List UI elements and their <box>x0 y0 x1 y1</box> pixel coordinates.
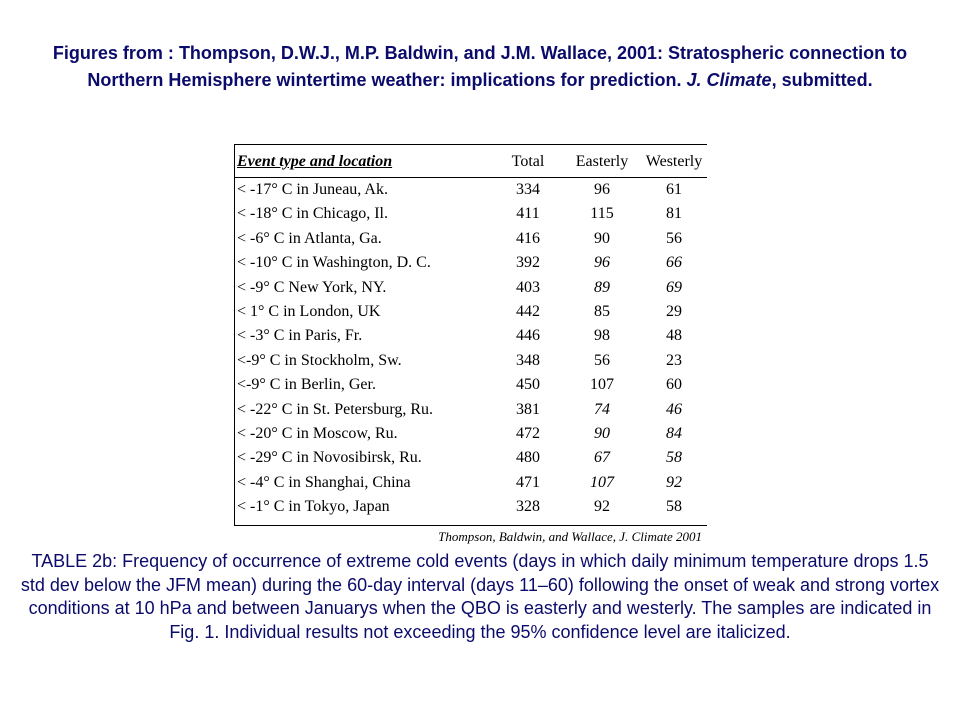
cell-westerly: 58 <box>666 498 682 516</box>
cell-total: 411 <box>516 205 540 223</box>
table-row <box>235 300 707 324</box>
cell-total: 416 <box>516 229 540 247</box>
cell-location: < -9° C New York, NY. <box>237 278 387 296</box>
cell-easterly: 115 <box>590 205 614 223</box>
cell-easterly: 89 <box>594 278 610 296</box>
table-row <box>235 495 707 519</box>
citation-header <box>20 40 940 94</box>
cell-easterly: 96 <box>594 254 610 272</box>
citation-authors-title: Thompson, D.W.J., M.P. Baldwin, and J.M. Wallace, 2001: Stratospheric connection to Northern Hemisphere wintertime weather: implications for prediction. <box>87 43 908 90</box>
table-row <box>235 422 707 446</box>
citation-prefix: Figures from : <box>52 43 179 63</box>
column-header-easterly: Easterly <box>575 153 629 170</box>
cell-location: < -20° C in Moscow, Ru. <box>237 424 398 442</box>
cell-westerly: 58 <box>666 449 682 467</box>
cell-location: < -29° C in Novosibirsk, Ru. <box>237 449 422 467</box>
table-row <box>235 398 707 422</box>
cell-location: < -22° C in St. Petersburg, Ru. <box>237 400 434 418</box>
cell-total: 348 <box>516 351 540 369</box>
cell-easterly: 74 <box>594 400 610 418</box>
table-row <box>235 251 707 275</box>
cell-total: 334 <box>516 181 540 198</box>
cell-easterly: 90 <box>594 424 610 442</box>
table-body <box>235 178 707 519</box>
cell-westerly: 23 <box>666 351 682 369</box>
cell-location: < -10° C in Washington, D. C. <box>237 254 431 272</box>
cell-total: 472 <box>516 424 540 442</box>
cell-easterly: 92 <box>594 498 610 516</box>
data-table <box>234 144 708 545</box>
cell-westerly: 46 <box>666 400 682 418</box>
cell-westerly: 29 <box>666 302 682 320</box>
cell-location: <-9° C in Berlin, Ger. <box>237 376 376 394</box>
cell-easterly: 56 <box>594 351 610 369</box>
cell-westerly: 60 <box>666 376 682 394</box>
cell-easterly: 96 <box>594 181 610 198</box>
citation-suffix: , submitted. <box>771 70 873 90</box>
cell-westerly: 61 <box>666 181 682 198</box>
cell-total: 403 <box>516 278 540 296</box>
cell-location: < -3° C in Paris, Fr. <box>237 327 363 345</box>
cell-easterly: 67 <box>594 449 610 467</box>
table-row <box>235 349 707 373</box>
column-header-location: Event type and location <box>237 153 393 170</box>
cell-location: < -17° C in Juneau, Ak. <box>237 181 388 198</box>
citation-journal: J. Climate <box>686 70 772 90</box>
cell-westerly: 84 <box>666 424 682 442</box>
cell-total: 471 <box>516 473 540 491</box>
table-header-row <box>235 145 707 178</box>
table-frame <box>234 144 707 526</box>
cell-location: < 1° C in London, UK <box>237 302 381 320</box>
cell-location: < -6° C in Atlanta, Ga. <box>237 229 382 247</box>
column-header-westerly: Westerly <box>645 153 703 170</box>
cell-easterly: 98 <box>594 327 610 345</box>
table-caption: TABLE 2b: Frequency of occurrence of extreme cold events (days in which daily minimum temperature drops 1.5 std dev below the JFM mean) during the 60-day interval (days 11–60) following the onset of weak and strong vortex conditions at 10 hPa and between Januarys when the QBO is easterly and westerly. The samples are indicated in Fig. 1. Individual results not exceeding the 95% confidence level are italicized. <box>20 551 940 642</box>
cell-westerly: 92 <box>666 473 682 491</box>
table-row <box>235 471 707 495</box>
cell-total: 442 <box>516 302 540 320</box>
table-row <box>235 202 707 226</box>
cell-total: 480 <box>516 449 540 467</box>
cell-westerly: 56 <box>666 229 682 247</box>
column-header-total: Total <box>511 153 545 170</box>
cell-westerly: 81 <box>666 205 682 223</box>
cell-easterly: 107 <box>590 376 614 394</box>
cell-westerly: 48 <box>666 327 682 345</box>
table-row <box>235 178 707 202</box>
cell-total: 381 <box>516 400 540 418</box>
cell-easterly: 107 <box>590 473 614 491</box>
cell-total: 328 <box>516 498 540 516</box>
table-row <box>235 276 707 300</box>
cell-location: < -18° C in Chicago, Il. <box>237 205 388 223</box>
cell-location: < -4° C in Shanghai, China <box>237 473 411 491</box>
table-row <box>235 446 707 470</box>
cell-total: 450 <box>516 376 540 394</box>
table-credit: Thompson, Baldwin, and Wallace, J. Climate 2001 <box>438 529 702 545</box>
cell-total: 392 <box>516 254 540 272</box>
cell-easterly: 90 <box>594 229 610 247</box>
table-row <box>235 227 707 251</box>
cell-westerly: 69 <box>666 278 682 296</box>
cell-easterly: 85 <box>594 302 610 320</box>
table-row <box>235 373 707 397</box>
cell-westerly: 66 <box>666 254 682 272</box>
table-row <box>235 324 707 348</box>
cell-location: <-9° C in Stockholm, Sw. <box>237 351 402 369</box>
cell-location: < -1° C in Tokyo, Japan <box>237 498 390 516</box>
cell-total: 446 <box>516 327 540 345</box>
